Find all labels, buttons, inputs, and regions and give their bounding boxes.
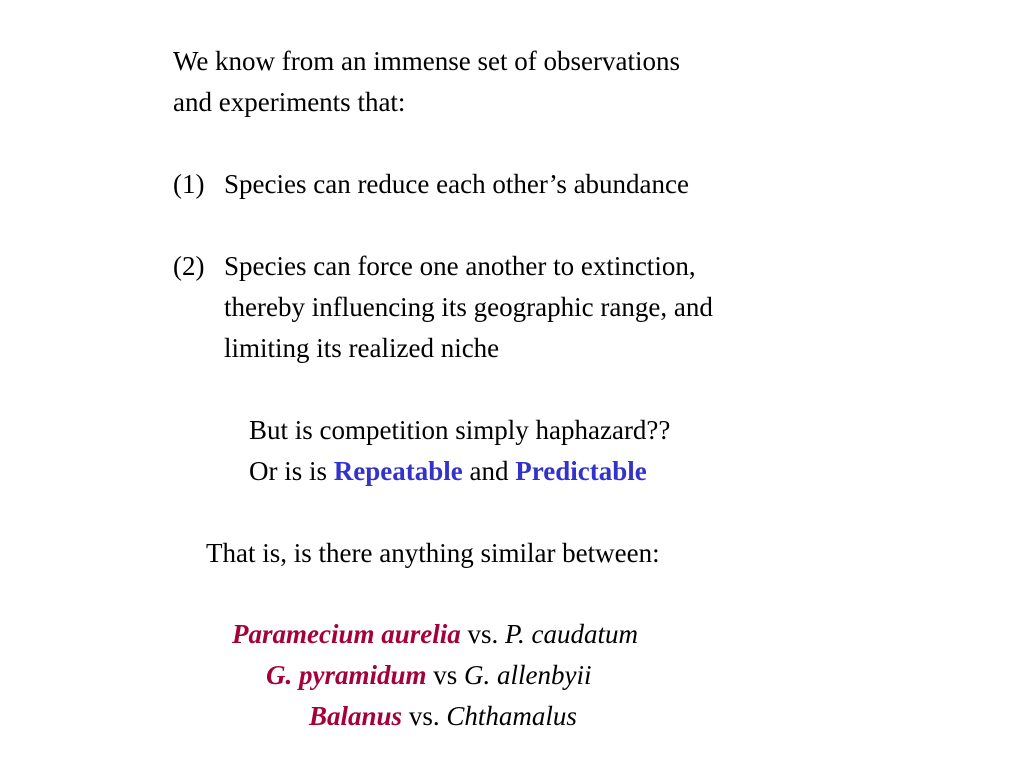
point-1-number: (1) (173, 169, 205, 199)
point-2-number: (2) (173, 251, 205, 281)
point-2-text-line-1: Species can force one another to extinction, (224, 251, 696, 281)
intro-line-2: and experiments that: (173, 87, 406, 117)
species-pair-3-second: Chthamalus (446, 701, 577, 731)
keyword-repeatable: Repeatable (333, 456, 463, 486)
point-2-text-line-2: thereby influencing its geographic range, and (224, 292, 713, 322)
species-pair-2 (266, 655, 592, 696)
species-pair-1-sep: vs. (460, 619, 506, 649)
species-pair-2-sep: vs (426, 660, 465, 690)
question-line-1: But is competition simply haphazard?? (249, 415, 671, 445)
species-pair-1 (232, 614, 638, 655)
species-pair-3-first: Balanus (309, 701, 403, 731)
point-1-text: Species can reduce each other’s abundance (224, 169, 690, 199)
species-pair-1-second: P. caudatum (505, 619, 639, 649)
species-pair-3-sep: vs. (402, 701, 447, 731)
intro-line-1: We know from an immense set of observations (173, 46, 680, 76)
species-pair-1-first: Paramecium aurelia (232, 619, 461, 649)
question-line-2 (249, 451, 647, 492)
species-pair-2-second: G. allenbyii (464, 660, 592, 690)
question-prefix: Or is is (249, 456, 334, 486)
point-2-text-line-3: limiting its realized niche (224, 333, 500, 363)
species-pair-3 (309, 696, 577, 737)
keyword-predictable: Predictable (515, 456, 647, 486)
species-pair-2-first: G. pyramidum (266, 660, 427, 690)
question-connector: and (462, 456, 516, 486)
that-is-line: That is, is there anything similar between: (206, 538, 660, 568)
